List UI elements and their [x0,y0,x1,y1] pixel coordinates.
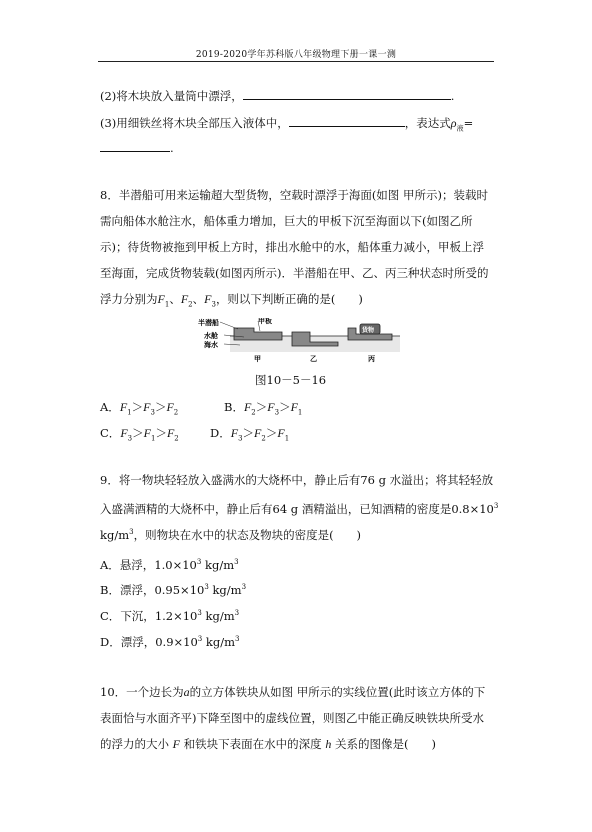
q10-line-3: 的浮力的大小 F 和铁块下表面在水中的深度 h 关系的图像是( ) [100,737,436,751]
label-tank: 水舱 [204,332,218,340]
q8-option-d[interactable]: D．$F_3>F_2>F_1$ [210,426,290,443]
label-jia: 甲 [254,355,261,363]
q7-expr-label: ，表达式 [404,116,451,130]
label-bing: 丙 [368,355,375,363]
page-header: 2019-2020学年苏科版八年级物理下册一课一测 [195,50,397,60]
label-sea: 海水 [204,341,218,349]
q9-option-c[interactable]: C．下沉，$1.2\times 10^3$ $kg/m^3$ [100,608,240,623]
q8-line-3: 示)；待货物被拖到甲板上方时，排出水舱中的水，船体重力减小，甲板上浮 [100,240,484,254]
q7-rho-sub: 液 [456,124,464,133]
label-cargo: 货物 [362,327,375,334]
q9-option-d[interactable]: D．漂浮，$0.9\times 10^3$ $kg/m^3$ [100,634,240,649]
semi-submersible-figure [198,318,400,364]
q9-line-3: $kg/m^3$，则物块在水中的状态及物块的密度是( ) [100,527,362,542]
q9-option-b[interactable]: B．漂浮，$0.95\times 10^3$ $kg/m^3$ [100,582,247,597]
q7-step3-text: (3)用细铁丝将木块全部压入液体中， [100,116,289,130]
q7-answer-line: . [100,141,174,155]
q10-line-1: 10．一个边长为a的立方体铁块从如图 甲所示的实线位置(此时该立方体的下 [100,685,486,699]
q10-line-2: 表面恰与水面齐平)下降至图中的虚线位置，则图乙中能正确反映铁块所受水 [100,711,484,725]
q7-step2-blank[interactable] [243,89,451,100]
q7-step3 [100,116,473,135]
q8-option-b[interactable]: B．$F_2>F_3>F_1$ [224,400,303,417]
q8-line-5: 浮力分别为$F_1$、$F_2$、$F_3$，则以下判断正确的是( ) [100,292,363,309]
header-divider [98,61,494,62]
q7-expr-blank[interactable] [100,141,170,152]
ship-jia [234,328,282,340]
q8-line-2: 需向船体水舱注水，船体重力增加，巨大的甲板下沉至海面以下(如图乙所 [100,214,473,228]
q8-line5-prefix: 浮力分别为 [100,292,158,306]
label-yi: 乙 [310,355,317,363]
q7-rho: ρ [450,116,457,130]
q9-option-a[interactable]: A．悬浮，$1.0\times 10^3$ $kg/m^3$ [100,557,239,572]
q7-eq: = [463,116,474,130]
figure-caption: 图10－5－16 [255,373,327,387]
q7-step2-text: (2)将木块放入量筒中漂浮， [100,89,243,103]
q8-option-c[interactable]: C．$F_3>F_1>F_2$ [100,426,179,443]
q8-option-a[interactable]: A．$F_1>F_3>F_2$ [100,400,179,417]
q7-step2: (2)将木块放入量筒中漂浮， . [100,89,455,103]
label-ship: 半潜船 [198,319,219,327]
q8-line5-suffix: ，则以下判断正确的是( ) [215,292,363,306]
label-deck: 甲板 [258,318,272,325]
q8-line-4: 至海面，完成货物装载(如图丙所示)．半潜船在甲、乙、丙三种状态时所受的 [100,266,489,280]
q8-line-1: 8．半潜船可用来运输超大型货物，空载时漂浮于海面(如图 甲所示)；装载时 [100,188,488,202]
q9-line-2: 入盛满酒精的大烧杯中，静止后有64 g 酒精溢出，已知酒精的密度是$0.8\times 10^3$ [100,501,499,516]
q7-step3-blank[interactable] [289,116,405,127]
q9-line-1: 9．将一物块轻轻放入盛满水的大烧杯中，静止后有76 g 水溢出；将其轻轻放 [100,473,494,487]
